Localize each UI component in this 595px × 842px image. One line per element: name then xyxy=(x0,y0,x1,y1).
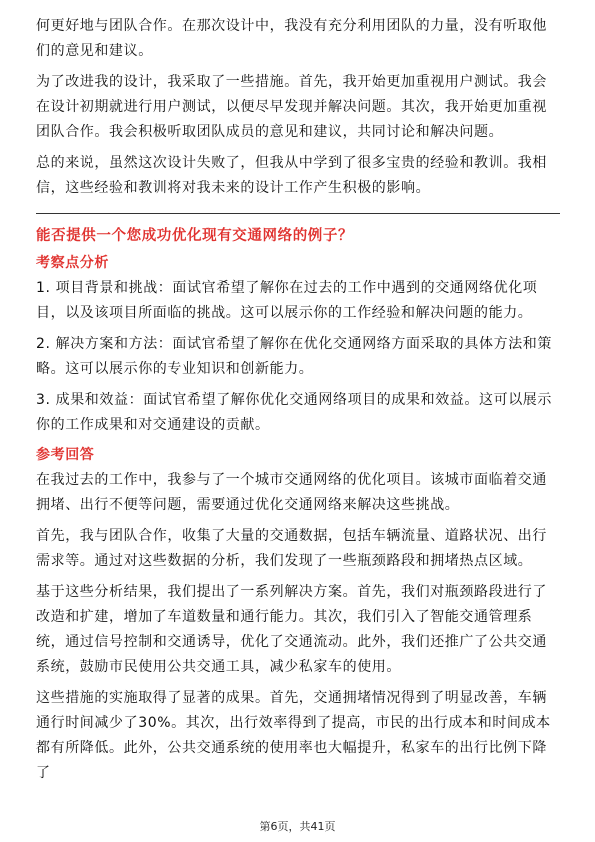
page-number: 第6页，共41页 xyxy=(259,820,336,833)
analysis-item: 1. 项目背景和挑战：面试官希望了解你在过去的工作中遇到的交通网络优化项目，以及该项目所面临的挑战。这可以展示你的工作经验和解决问题的能力。 xyxy=(36,280,538,321)
answer-paragraph: 首先，我与团队合作，收集了大量的交通数据，包括车辆流量、道路状况、出行需求等。通过对这些数据的分析，我们发现了一些瓶颈路段和拥堵热点区域。 xyxy=(36,528,547,569)
intro-paragraph: 总的来说，虽然这次设计失败了，但我从中学到了很多宝贵的经验和教训。我相信，这些经验和教训将对我未来的设计工作产生积极的影响。 xyxy=(36,155,547,196)
section-divider xyxy=(36,213,560,214)
intro-paragraph: 为了改进我的设计，我采取了一些措施。首先，我开始更加重视用户测试。我会在设计初期就进行用户测试，以便尽早发现并解决问题。其次，我开始更加重视团队合作。我会积极听取团队成员的意见和建议，共同讨论和解决问题。 xyxy=(36,74,547,140)
answer-paragraph: 这些措施的实施取得了显著的成果。首先，交通拥堵情况得到了明显改善，车辆通行时间减少了30%。其次，出行效率得到了提高，市民的出行成本和时间成本都有所降低。此外，公共交通系统的使用率也大幅提升，私家车的出行比例下降了 xyxy=(36,690,551,781)
answer-paragraph: 基于这些分析结果，我们提出了一系列解决方案。首先，我们对瓶颈路段进行了改造和扩建，增加了车道数量和通行能力。其次，我们引入了智能交通管理系统，通过信号控制和交通诱导，优化了交通流动。此外，我们还推广了公共交通系统，鼓励市民使用公共交通工具，减少私家车的使用。 xyxy=(36,584,547,675)
page-content xyxy=(36,14,560,792)
analysis-item: 2. 解决方案和方法：面试官希望了解你在优化交通网络方面采取的具体方法和策略。这可以展示你的专业知识和创新能力。 xyxy=(36,336,553,377)
question-title: 能否提供一个您成功优化现有交通网络的例子？ xyxy=(36,228,354,244)
answer-paragraph: 在我过去的工作中，我参与了一个城市交通网络的优化项目。该城市面临着交通拥堵、出行不便等问题，需要通过优化交通网络来解决这些挑战。 xyxy=(36,472,547,513)
analysis-heading: 考察点分析 xyxy=(36,255,109,271)
intro-paragraph: 何更好地与团队合作。在那次设计中，我没有充分利用团队的力量，没有听取他们的意见和建议。 xyxy=(36,18,547,59)
analysis-item: 3. 成果和效益：面试官希望了解你优化交通网络项目的成果和效益。这可以展示你的工作成果和对交通建设的贡献。 xyxy=(36,392,553,433)
answer-heading: 参考回答 xyxy=(36,447,95,463)
